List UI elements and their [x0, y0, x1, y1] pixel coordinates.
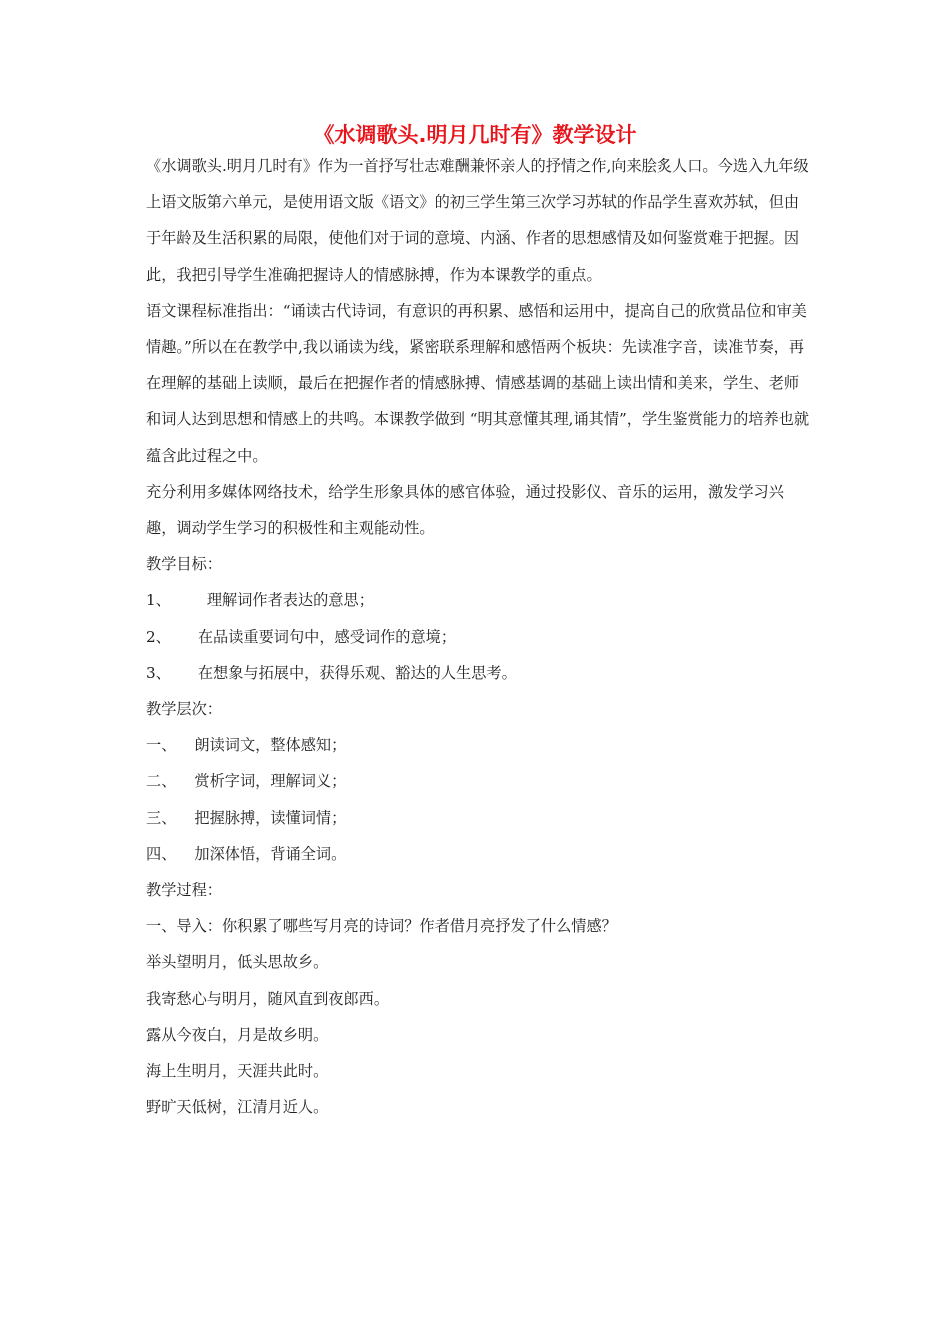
goal-number: 3、	[146, 663, 171, 682]
level-text: 加深体悟，背诵全词。	[194, 844, 347, 863]
process-line: 一、导入：你积累了哪些写月亮的诗词？作者借月亮抒发了什么情感？	[146, 917, 617, 936]
goal-text: 理解词作者表达的意思；	[206, 591, 374, 610]
intro-paragraph-3: 充分利用多媒体网络技术，给学生形象具体的感官体验，通过投影仪、音乐的运用，激发学习兴趣，调动学生学习的积极性和主观能动性。	[146, 482, 784, 538]
poem-line: 野旷天低树，江清月近人。	[146, 1098, 329, 1117]
level-text: 朗读词文，整体感知；	[194, 736, 347, 755]
level-number: 一、	[146, 736, 177, 755]
levels-heading: 教学层次：	[146, 700, 222, 719]
goal-item	[146, 582, 810, 618]
poem-line: 我寄愁心与明月，随风直到夜郎西。	[146, 989, 389, 1008]
process-heading: 教学过程：	[146, 881, 222, 900]
goal-number: 1、	[146, 591, 171, 610]
intro-paragraph-2: 语文课程标准指出：“诵读古代诗词，有意识的再积累、感悟和运用中，提高自己的欣赏品位和审美情趣。”所以在在教学中,我以诵读为线，紧密联系理解和感悟两个板块：先读准字音，读准节奏，再在理解的基础上读顺，最后在把握作者的情感脉搏、情感基调的基础上读出情和美来，学生、老师和词人达到思想和情感上的共鸣。本课教学做到 “明其意懂其理,诵其情”，学生鉴赏能力的培养也就蕴含此过程之中。	[146, 301, 810, 465]
document-title: 《水调歌头.明月几时有》教学设计	[313, 123, 637, 147]
poem-line: 露从今夜白，月是故乡明。	[146, 1025, 329, 1044]
goal-item	[146, 619, 810, 655]
goal-text: 在想象与拓展中，获得乐观、豁达的人生思考。	[197, 663, 517, 682]
document-body	[146, 148, 810, 1125]
level-text: 赏析字词，理解词义；	[194, 772, 347, 791]
goal-text: 在品读重要词句中，感受词作的意境；	[197, 627, 457, 646]
level-number: 二、	[146, 772, 177, 791]
goal-number: 2、	[146, 627, 171, 646]
level-number: 四、	[146, 844, 177, 863]
level-number: 三、	[146, 808, 177, 827]
poem-line: 举头望明月，低头思故乡。	[146, 953, 329, 972]
level-item	[146, 727, 810, 763]
level-text: 把握脉搏，读懂词情；	[194, 808, 347, 827]
poem-line: 海上生明月，天涯共此时。	[146, 1062, 329, 1081]
intro-paragraph-1: 《水调歌头.明月几时有》作为一首抒写壮志难酬兼怀亲人的抒情之作,向来脍炙人口。今选入九年级上语文版第六单元，是使用语文版《语文》的初三学生第三次学习苏轼的作品学生喜欢苏轼，但由于年龄及生活积累的局限，使他们对于词的意境、内涵、作者的思想感情及如何鉴赏难于把握。因此，我把引导学生准确把握诗人的情感脉搏，作为本课教学的重点。	[146, 157, 809, 284]
level-item	[146, 800, 810, 836]
goals-heading: 教学目标：	[146, 555, 222, 574]
level-item	[146, 763, 810, 799]
goal-item	[146, 655, 810, 691]
level-item	[146, 836, 810, 872]
